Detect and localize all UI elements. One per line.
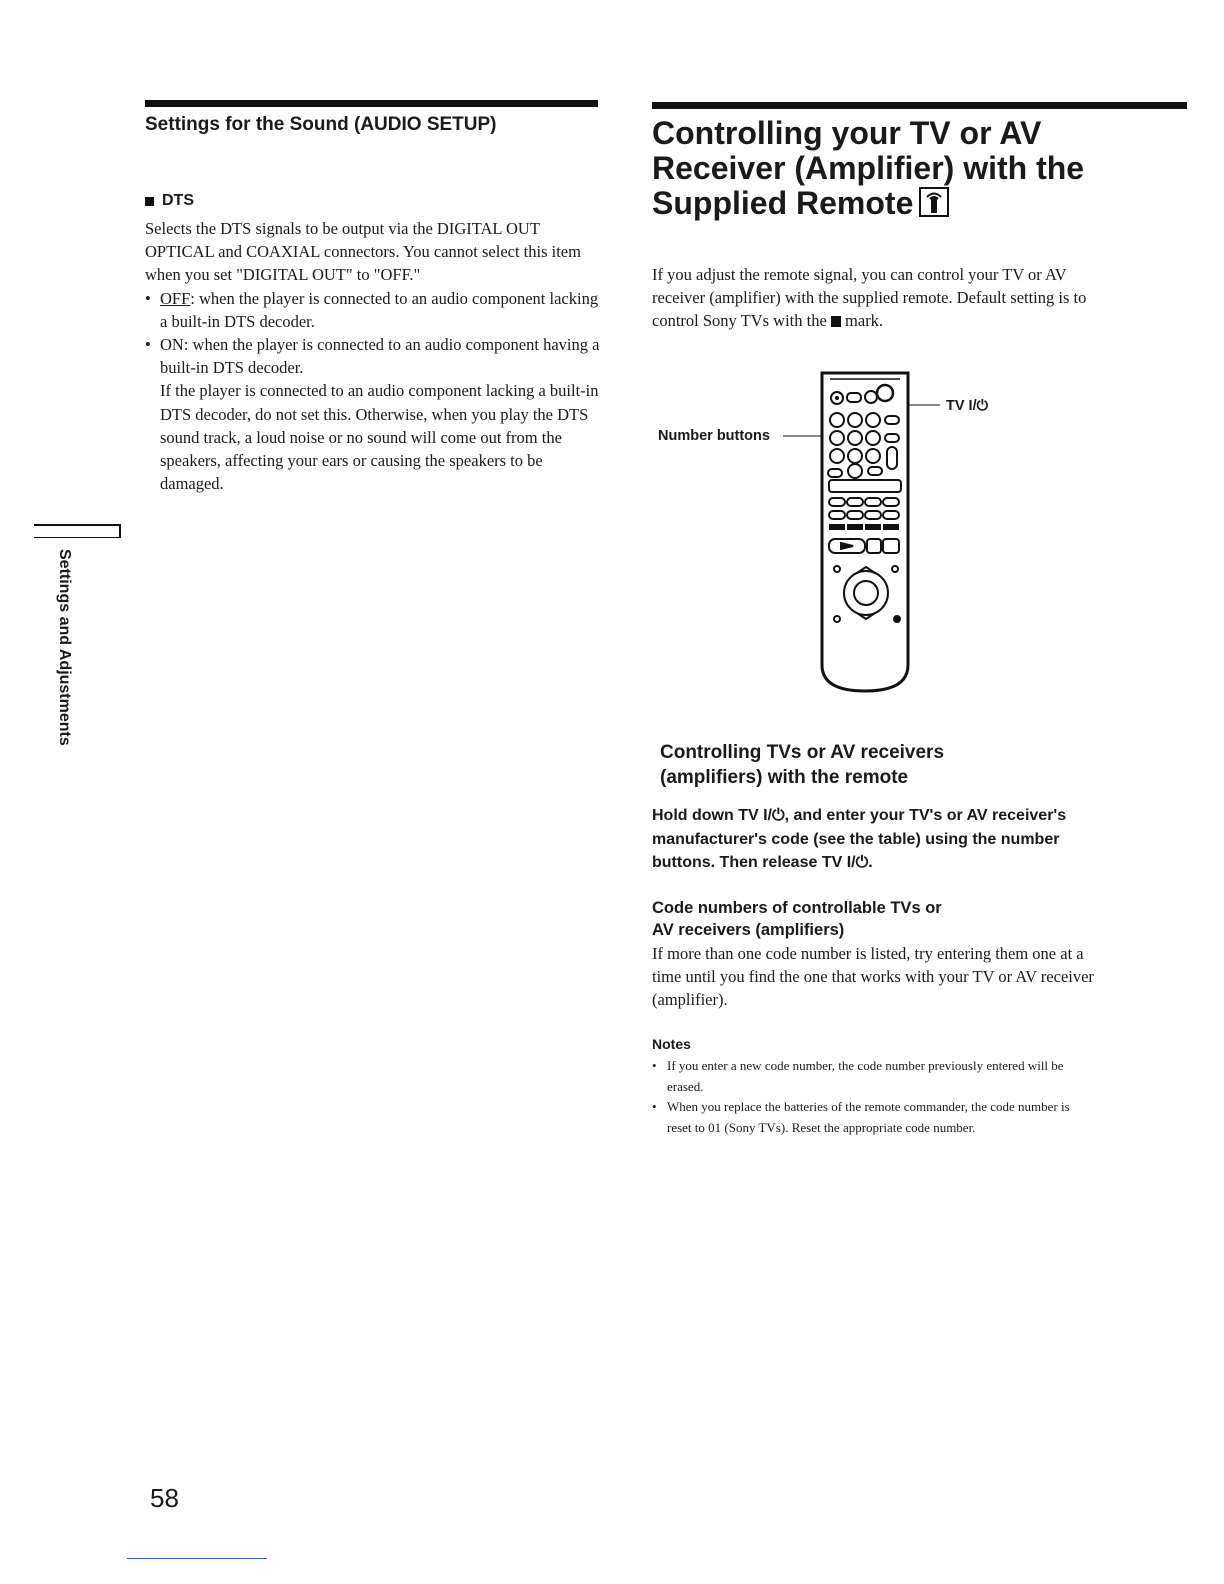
square-bullet-icon (145, 197, 154, 206)
dts-description (145, 217, 605, 495)
off-label: OFF (160, 288, 191, 308)
page-number: 58 (150, 1483, 179, 1513)
note-item: • If you enter a new code number, the code number previously entered will be erased. (652, 1056, 1092, 1097)
side-tab (56, 549, 85, 784)
dts-intro: Selects the DTS signals to be output via the DIGITAL OUT OPTICAL and COAXIAL connectors. You cannot select this item when you set "DIGITAL OUT" to "OFF." (145, 219, 581, 285)
code-numbers-text: If more than one code number is listed, try entering them one at a time until you find the one that works with your TV or AV receiver (amplifier). (652, 944, 1094, 1010)
on-text: : when the player is connected to an audio component having a built-in DTS decoder. (160, 335, 600, 378)
right-top-rule (652, 102, 1187, 109)
intro-text-1: If you adjust the remote signal, you can control your TV or AV receiver (amplifier) with the supplied remote. Default setting is to control Sony TVs with the (652, 265, 1087, 331)
dts-off-option (145, 287, 605, 333)
tv-power-label: TV I/⏻ (946, 398, 989, 414)
notes-list (652, 1056, 1092, 1138)
remote-icon (919, 187, 949, 217)
side-tab-label: Settings and Adjustments (56, 549, 73, 746)
side-tab-rule (34, 524, 120, 526)
note-item: • When you replace the batteries of the remote commander, the code number is reset to 01 (Sony TVs). Reset the appropriate code number. (652, 1097, 1092, 1138)
page-title (652, 116, 1122, 221)
code-heading-line-2: AV receivers (amplifiers) (652, 921, 845, 939)
intro-paragraph (652, 263, 1112, 333)
dts-heading (145, 192, 194, 210)
off-text: : when the player is connected to an audio component lacking a built-in DTS decoder. (160, 288, 599, 331)
intro-text-2: mark. (840, 311, 884, 331)
bottom-rule (127, 1558, 267, 1559)
number-buttons-label: Number buttons (658, 428, 770, 444)
subsection-heading-line-2: (amplifiers) with the remote (660, 767, 909, 788)
on-label: ON (160, 335, 184, 355)
section-title: Settings for the Sound (AUDIO SETUP) (145, 114, 497, 135)
subsection-heading-line-1: Controlling TVs or AV receivers (660, 742, 945, 763)
sony-mark-icon (831, 316, 841, 327)
left-top-rule (145, 100, 598, 107)
side-tab-rule-bottom (34, 537, 120, 538)
remote-illustration (775, 365, 950, 695)
page-title-text: Controlling your TV or AV Receiver (Amplifier) with the Supplied Remote (652, 115, 1085, 221)
code-heading-line-1: Code numbers of controllable TVs or (652, 899, 942, 917)
side-tab-rule-edge (119, 524, 121, 538)
on-warning: If the player is connected to an audio component lacking a built-in DTS decoder, do not set this. Otherwise, when you play the DTS sound track, a loud noise or no sound will come out from the speakers, affecting your ears or causing the speakers to be damaged. (160, 381, 599, 494)
dts-heading-text: DTS (162, 192, 194, 209)
instruction-text: Hold down TV I/⏻, and enter your TV's or AV receiver's manufacturer's code (see the table) using the number buttons. Then release TV I/⏻. (652, 807, 1067, 871)
dts-on-option (145, 333, 605, 495)
code-numbers-heading (652, 897, 942, 941)
subsection-heading (660, 740, 944, 790)
notes-heading: Notes (652, 1036, 691, 1052)
